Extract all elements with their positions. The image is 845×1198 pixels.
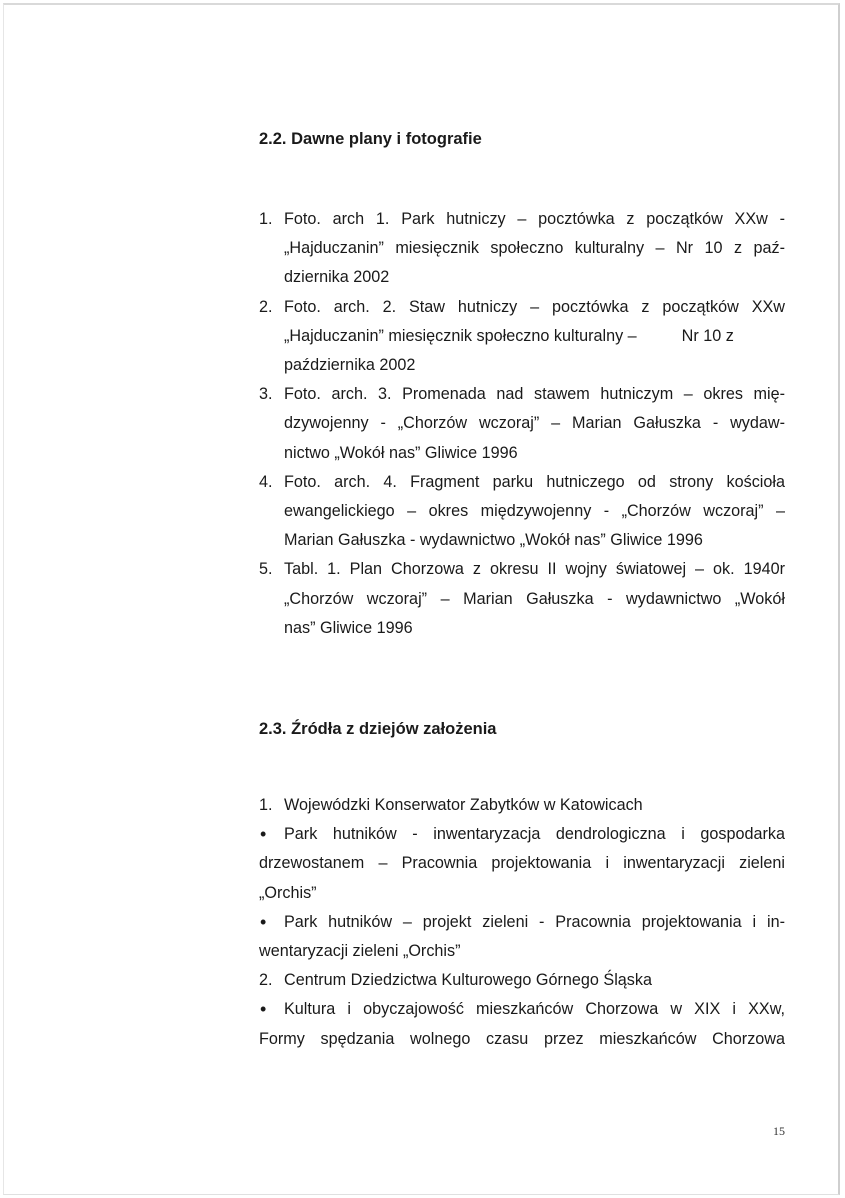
plans-list-item: [259, 468, 785, 556]
list-item-line: „Hajduczanin” miesięcznik społeczno kulturalny – Nr 10 z: [284, 326, 734, 345]
list-number: 1.: [259, 210, 273, 228]
list-item-line: nas” Gliwice 1996: [284, 618, 413, 637]
sources-list-item: [259, 966, 785, 995]
list-number: 4.: [259, 472, 273, 491]
list-item-line: Formy spędzania wolnego czasu przez mieszkańców Chorzowa: [259, 1029, 785, 1048]
section-heading-sources: 2.3. Źródła z dziejów założenia: [259, 720, 497, 738]
plans-list-item: [259, 293, 785, 381]
sources-list-item: [259, 820, 785, 908]
plans-list-item: [259, 555, 785, 643]
list-number: 2.: [259, 297, 273, 316]
list-number: 3.: [259, 385, 273, 404]
list-item-line: Foto. arch. 2. Staw hutniczy – pocztówka z początków XXw: [284, 297, 785, 316]
bullet-icon: •: [260, 911, 267, 932]
list-item-line: Kultura i obyczajowość mieszkańców Chorzowa w XIX i XXw,: [284, 1000, 785, 1019]
list-item-line: „Hajduczanin” miesięcznik społeczno kulturalny – Nr 10 z paź-: [284, 239, 785, 258]
plans-list: [259, 205, 785, 643]
page-number: 15: [773, 1124, 785, 1138]
list-item-line: Park hutników - inwentaryzacja dendrologiczna i gospodarka: [284, 825, 785, 844]
list-item-line: nictwo „Wokół nas” Gliwice 1996: [284, 443, 518, 462]
list-number: 1.: [259, 796, 273, 814]
list-item-line: Marian Gałuszka - wydawnictwo „Wokół nas” Gliwice 1996: [284, 531, 703, 550]
list-item-line: „Chorzów wczoraj” – Marian Gałuszka - wydawnictwo „Wokół: [284, 589, 785, 608]
bullet-icon: •: [260, 824, 267, 845]
section-heading-plans: 2.2. Dawne plany i fotografie: [259, 130, 482, 148]
sources-list-item: [259, 791, 785, 820]
plans-list-item: [259, 205, 785, 293]
list-number: 2.: [259, 971, 273, 990]
list-item-line: „Orchis”: [259, 883, 317, 902]
bullet-icon: •: [260, 999, 267, 1020]
plans-list-item: [259, 380, 785, 468]
list-item-line: Wojewódzki Konserwator Zabytków w Katowicach: [284, 796, 643, 814]
list-item-line: dzywojenny - „Chorzów wczoraj” – Marian Gałuszka - wydaw-: [284, 414, 785, 433]
list-item-line: Foto. arch. 3. Promenada nad stawem hutniczym – okres mię-: [284, 385, 785, 404]
list-item-line: drzewostanem – Pracownia projektowania i inwentaryzacji zieleni: [259, 854, 785, 873]
list-item-line: ewangelickiego – okres międzywojenny - „Chorzów wczoraj” –: [284, 502, 785, 521]
sources-list-item: [259, 995, 785, 1053]
list-number: 5.: [259, 560, 273, 579]
list-item-line: dziernika 2002: [284, 268, 390, 287]
list-item-line: Park hutników – projekt zieleni - Pracownia projektowania i in-: [284, 912, 785, 931]
list-item-line: Foto. arch 1. Park hutniczy – pocztówka z początków XXw -: [284, 210, 785, 228]
sources-list: [259, 791, 785, 1054]
list-item-line: Foto. arch. 4. Fragment parku hutniczego od strony kościoła: [284, 472, 785, 491]
list-item-line: Tabl. 1. Plan Chorzowa z okresu II wojny światowej – ok. 1940r: [284, 560, 785, 579]
sources-list-item: [259, 908, 785, 966]
list-item-line: Centrum Dziedzictwa Kulturowego Górnego Śląska: [284, 971, 652, 990]
list-item-line: października 2002: [284, 356, 416, 375]
list-item-line: wentaryzacji zieleni „Orchis”: [259, 942, 461, 961]
